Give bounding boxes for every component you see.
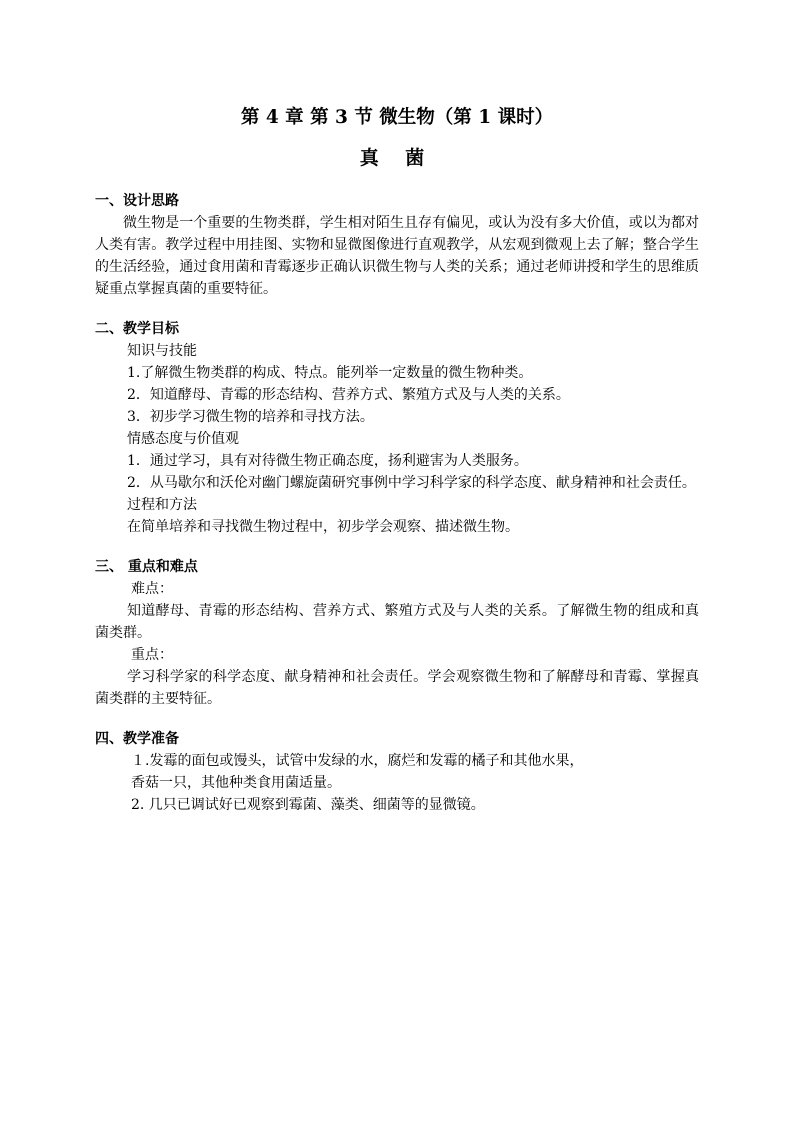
list-item: 3．初步学习微生物的培养和寻找方法。 [127, 409, 374, 425]
list-item: 1．通过学习，具有对待微生物正确态度，扬利避害为人类服务。 [127, 453, 528, 469]
subheading: 过程和方法 [127, 497, 197, 513]
section-key-points [95, 556, 699, 710]
subheading: 情感态度与价值观 [127, 431, 239, 447]
document-subtitle: 真 菌 [359, 147, 435, 169]
paragraph: 在简单培养和寻找微生物过程中，初步学会观察、描述微生物。 [127, 519, 519, 535]
list-item: １.发霉的面包或馒头，试管中发绿的水，腐烂和发霉的橘子和其他水果， [131, 753, 584, 769]
section-heading: 三、 重点和难点 [95, 559, 198, 575]
paragraph: 知道酵母、青霉的形态结构、营养方式、繁殖方式及与人类的关系。了解微生物的组成和真菌类群。 [95, 603, 699, 641]
list-item: 2. 几只已调试好已观察到霉菌、藻类、细菌等的显微镜。 [131, 797, 485, 813]
section-teaching-goals [95, 318, 699, 538]
section-heading: 四、教学准备 [95, 731, 179, 747]
list-item: 1.了解微生物类群的构成、特点。能列举一定数量的微生物种类。 [127, 365, 533, 381]
subheading: 知识与技能 [127, 343, 197, 359]
section-teaching-preparation [95, 728, 699, 816]
list-item-continuation: 香菇一只，其他种类食用菌适量。 [131, 775, 341, 791]
list-item: 2．从马歇尔和沃伦对幽门螺旋菌研究事例中学习科学家的科学态度、献身精神和社会责任。 [127, 475, 696, 491]
document-page [95, 100, 699, 816]
section-design-ideas [95, 190, 699, 300]
paragraph: 微生物是一个重要的生物类群，学生相对陌生且存有偏见，或认为没有多大价值，或以为都对人类有害。教学过程中用挂图、实物和显微图像进行直观教学，从宏观到微观上去了解；整合学生的生活经验，通过食用菌和青霉逐步正确认识微生物与人类的关系；通过老师讲授和学生的思维质疑重点掌握真菌的重要特征。 [95, 215, 699, 297]
subheading: 难点： [131, 581, 173, 597]
paragraph: 学习科学家的科学态度、献身精神和社会责任。学会观察微生物和了解酵母和青霉、掌握真菌类群的主要特征。 [95, 669, 699, 707]
section-heading: 一、设计思路 [95, 193, 179, 209]
document-title: 第 4 章 第 3 节 微生物（第 1 课时） [240, 107, 554, 128]
list-item: 2．知道酵母、青霉的形态结构、营养方式、繁殖方式及与人类的关系。 [127, 387, 570, 403]
subheading: 重点： [131, 647, 173, 663]
section-heading: 二、教学目标 [95, 321, 179, 337]
